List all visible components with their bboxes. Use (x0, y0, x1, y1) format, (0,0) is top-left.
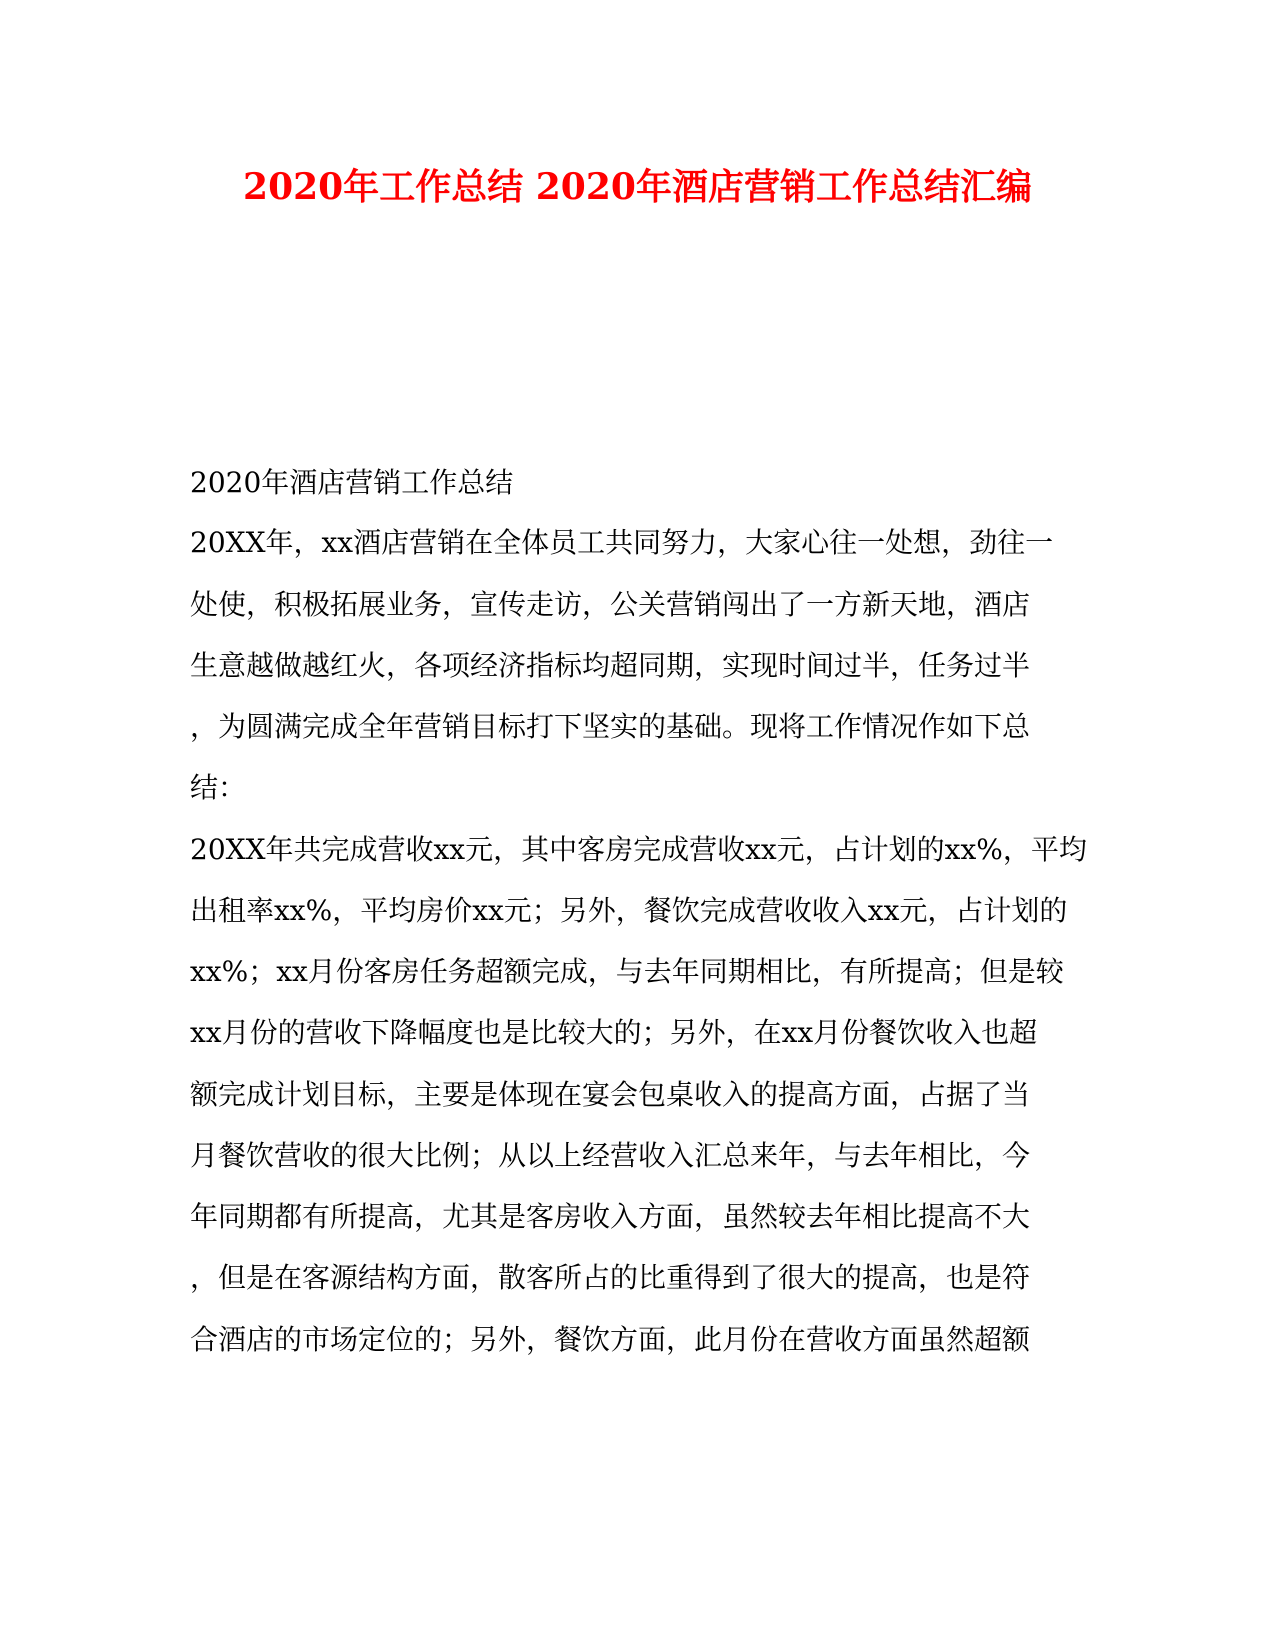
section-heading: 2020年酒店营销工作总结 (190, 466, 514, 499)
paragraph-line: 年同期都有所提高，尤其是客房收入方面，虽然较去年相比提高不大 (190, 1200, 1031, 1233)
document-title: 2020年工作总结 2020年酒店营销工作总结汇编 (243, 166, 1032, 208)
paragraph-line: ，但是在客源结构方面，散客所占的比重得到了很大的提高，也是符 (190, 1261, 1031, 1294)
paragraph-line: 20XX年共完成营收xx元，其中客房完成营收xx元，占计划的xx%，平均 (190, 833, 1087, 866)
paragraph-line: 20XX年，xx酒店营销在全体员工共同努力，大家心往一处想，劲往一 (190, 526, 1054, 559)
paragraph-line: 月餐饮营收的很大比例；从以上经营收入汇总来年，与去年相比，今 (190, 1139, 1031, 1172)
paragraph-line: ，为圆满完成全年营销目标打下坚实的基础。现将工作情况作如下总 (190, 710, 1031, 743)
paragraph-line: 额完成计划目标，主要是体现在宴会包桌收入的提高方面，占据了当 (190, 1078, 1031, 1111)
paragraph-line: xx月份的营收下降幅度也是比较大的；另外，在xx月份餐饮收入也超 (190, 1016, 1038, 1049)
paragraph-line: 合酒店的市场定位的；另外，餐饮方面，此月份在营收方面虽然超额 (190, 1323, 1031, 1356)
paragraph-line: xx%；xx月份客房任务超额完成，与去年同期相比，有所提高；但是较 (190, 955, 1064, 988)
paragraph-line: 出租率xx%，平均房价xx元；另外，餐饮完成营收收入xx元，占计划的 (190, 894, 1068, 927)
paragraph-line: 生意越做越红火，各项经济指标均超同期，实现时间过半，任务过半 (190, 649, 1031, 682)
paragraph-line: 处使，积极拓展业务，宣传走访，公关营销闯出了一方新天地，酒店 (190, 588, 1031, 621)
paragraph-line: 结： (190, 771, 247, 804)
